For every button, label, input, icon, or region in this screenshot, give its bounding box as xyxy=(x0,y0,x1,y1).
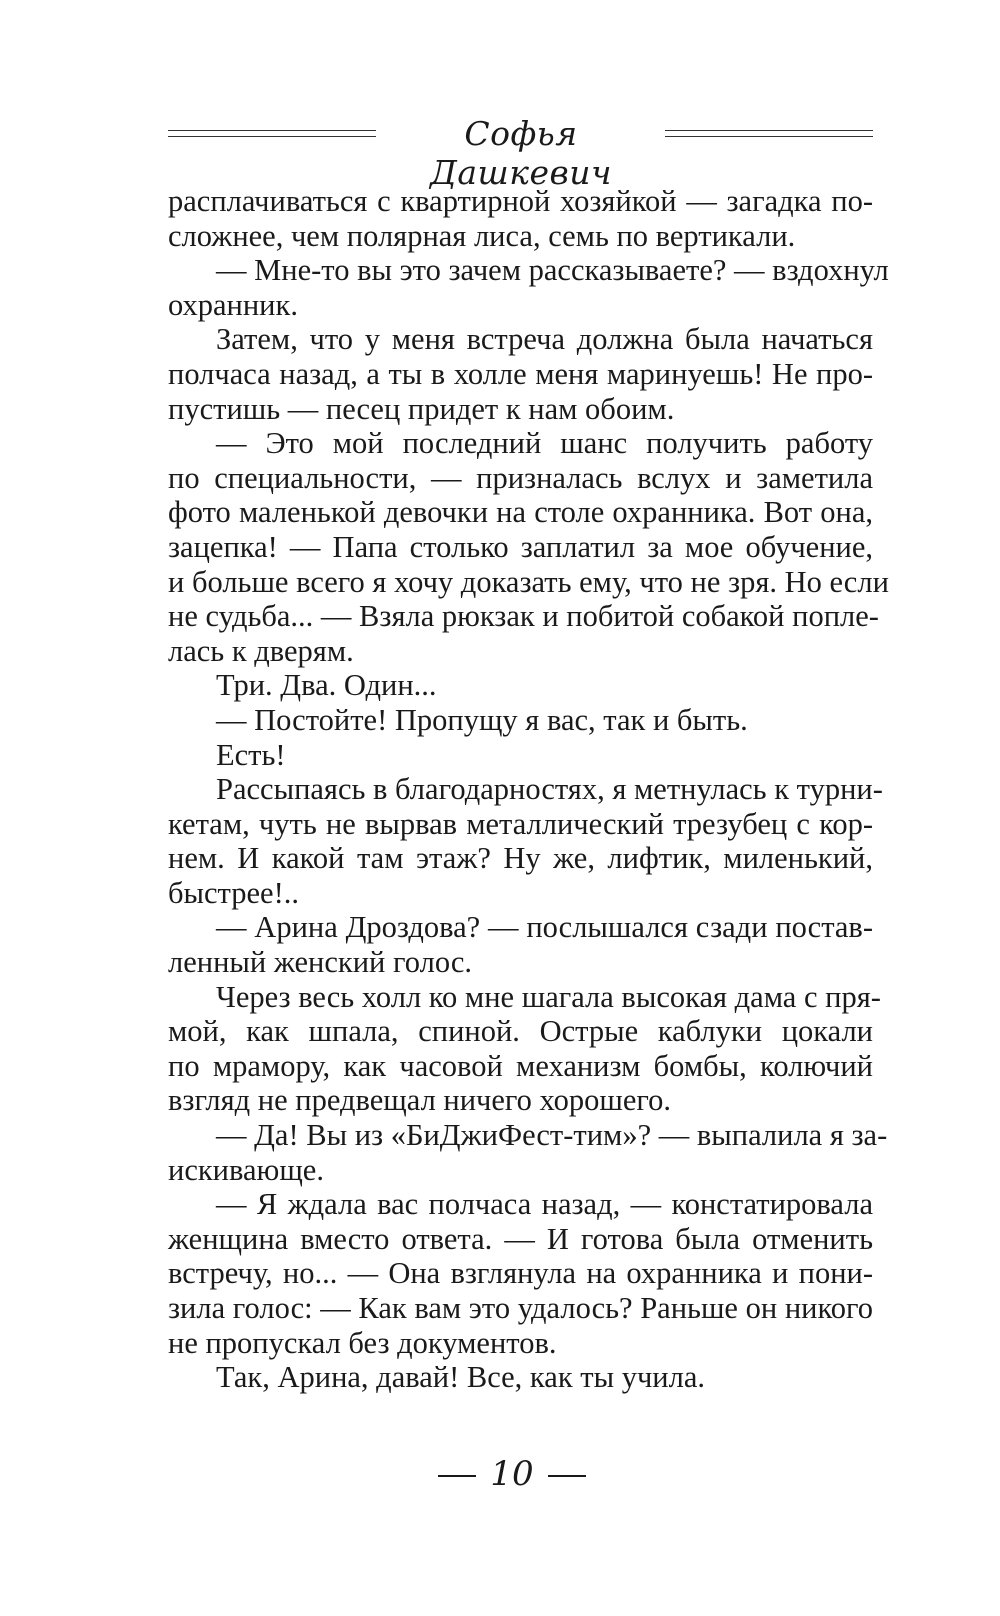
text-line: быстрее!.. xyxy=(168,875,299,910)
text-line: зила голос: — Как вам это удалось? Раньше он никого xyxy=(168,1291,873,1325)
text-line: мой, как шпала, спиной. Острые каблуки цокали xyxy=(168,1014,873,1049)
text-line: не пропускал без документов. xyxy=(168,1325,557,1360)
text-line: фото маленькой девочки на столе охранника. Вот она, xyxy=(168,495,873,530)
text-line: полчаса назад, а ты в холле меня маринуешь! Не про- xyxy=(168,356,873,391)
text-line: и больше всего я хочу доказать ему, что не зря. Но если xyxy=(168,564,889,599)
text-line: лась к дверям. xyxy=(168,633,354,668)
text-line: встречу, но... — Она взглянула на охранника и пони- xyxy=(168,1256,873,1291)
author-name: Софья Дашкевич xyxy=(430,114,612,192)
text-line: кетам, чуть не вырвав металлический трезубец с кор- xyxy=(168,806,873,841)
text-line: пустишь — песец придет к нам обоим. xyxy=(168,391,675,426)
text-line: не судьба... — Взяла рюкзак и побитой собакой попле- xyxy=(168,599,879,634)
footer-dash-left xyxy=(438,1475,476,1477)
header-rule-left xyxy=(168,130,376,139)
text-line: Затем, что у меня встреча должна была начаться xyxy=(216,322,873,357)
text-line: Рассыпаясь в благодарностях, я метнулась к турни- xyxy=(216,772,883,807)
text-line: — Мне-то вы это зачем рассказываете? — вздохнул xyxy=(216,253,889,288)
header-rule-right xyxy=(665,130,873,139)
page-footer xyxy=(0,1456,1000,1496)
text-line: — Я ждала вас полчаса назад, — констатировала xyxy=(216,1187,873,1222)
text-line: — Постойте! Пропущу я вас, так и быть. xyxy=(216,702,748,737)
text-line: по мрамору, как часовой механизм бомбы, колючий xyxy=(168,1048,873,1083)
page-number: 10 xyxy=(490,1454,534,1494)
text-line: зацепка! — Папа столько заплатил за мое обучение, xyxy=(168,529,873,564)
text-line: искивающе. xyxy=(168,1152,324,1187)
text-line: ленный женский голос. xyxy=(168,945,472,980)
text-line: охранник. xyxy=(168,287,298,322)
text-line: — Арина Дроздова? — послышался сзади постав- xyxy=(216,910,873,945)
text-line: — Да! Вы из «БиДжиФест-тим»? — выпалила я за- xyxy=(216,1118,888,1153)
text-line: расплачиваться с квартирной хозяйкой — загадка по- xyxy=(168,184,873,218)
text-line: женщина вместо ответа. — И готова была отменить xyxy=(168,1221,873,1256)
text-line: Есть! xyxy=(216,737,286,772)
text-line: взгляд не предвещал ничего хорошего. xyxy=(168,1083,672,1118)
body-text xyxy=(168,184,889,1395)
text-line: по специальности, — призналась вслух и заметила xyxy=(168,460,873,495)
text-line: Через весь холл ко мне шагала высокая дама с пря- xyxy=(216,979,881,1014)
text-line: Три. Два. Один... xyxy=(216,668,437,703)
text-line: нем. И какой там этаж? Ну же, лифтик, миленький, xyxy=(168,841,873,876)
text-line: — Это мой последний шанс получить работу xyxy=(216,426,873,461)
text-line: сложнее, чем полярная лиса, семь по вертикали. xyxy=(168,218,796,253)
text-line: Так, Арина, давай! Все, как ты учила. xyxy=(216,1360,705,1395)
running-header xyxy=(168,114,873,192)
footer-dash-right xyxy=(548,1475,586,1477)
